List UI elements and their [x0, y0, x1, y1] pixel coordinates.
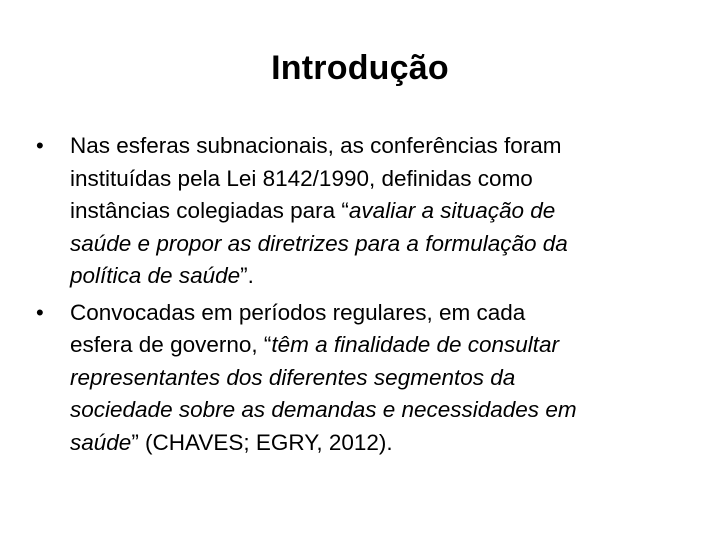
bullet-text-line — [70, 394, 688, 427]
bullet-text-line — [70, 362, 688, 395]
bullet-text: instâncias colegiadas para “ — [70, 198, 349, 223]
bullet-text-line — [70, 195, 688, 228]
bullet-marker: • — [36, 133, 44, 158]
bullet-text: ”. — [240, 263, 254, 288]
bullet-text-line — [70, 163, 688, 196]
bullet-text-line — [70, 427, 688, 460]
bullet-text: ” (CHAVES; EGRY, 2012). — [131, 429, 393, 455]
bullet-text-line — [70, 260, 688, 293]
bullet-text: instituídas pela Lei 8142/1990, definidas como — [70, 165, 533, 191]
bullet-text-line — [70, 297, 688, 330]
bullet-text-line — [70, 130, 688, 163]
quoted-text: representantes dos diferentes segmentos da — [70, 364, 516, 390]
bullet-text-line — [70, 228, 688, 261]
bullet-text: Convocadas em períodos regulares, em cada — [70, 299, 526, 325]
bullet-item — [36, 297, 688, 460]
quoted-text: saúde — [70, 429, 132, 455]
bullet-text: esfera de governo, “ — [70, 332, 272, 357]
quoted-text: avaliar a situação de — [348, 198, 556, 223]
quoted-text: têm a finalidade de consultar — [271, 332, 560, 357]
bullet-list — [36, 130, 688, 459]
bullet-marker: • — [36, 299, 44, 325]
bullet-text-line — [70, 329, 688, 362]
quoted-text: saúde e propor as diretrizes para a formulação da — [70, 230, 568, 256]
bullet-item — [36, 130, 688, 293]
quoted-text: sociedade sobre as demandas e necessidades em — [70, 397, 577, 422]
slide-title: Introdução — [271, 49, 449, 87]
quoted-text: política de saúde — [70, 263, 241, 288]
bullet-text: Nas esferas subnacionais, as conferências foram — [70, 133, 562, 158]
